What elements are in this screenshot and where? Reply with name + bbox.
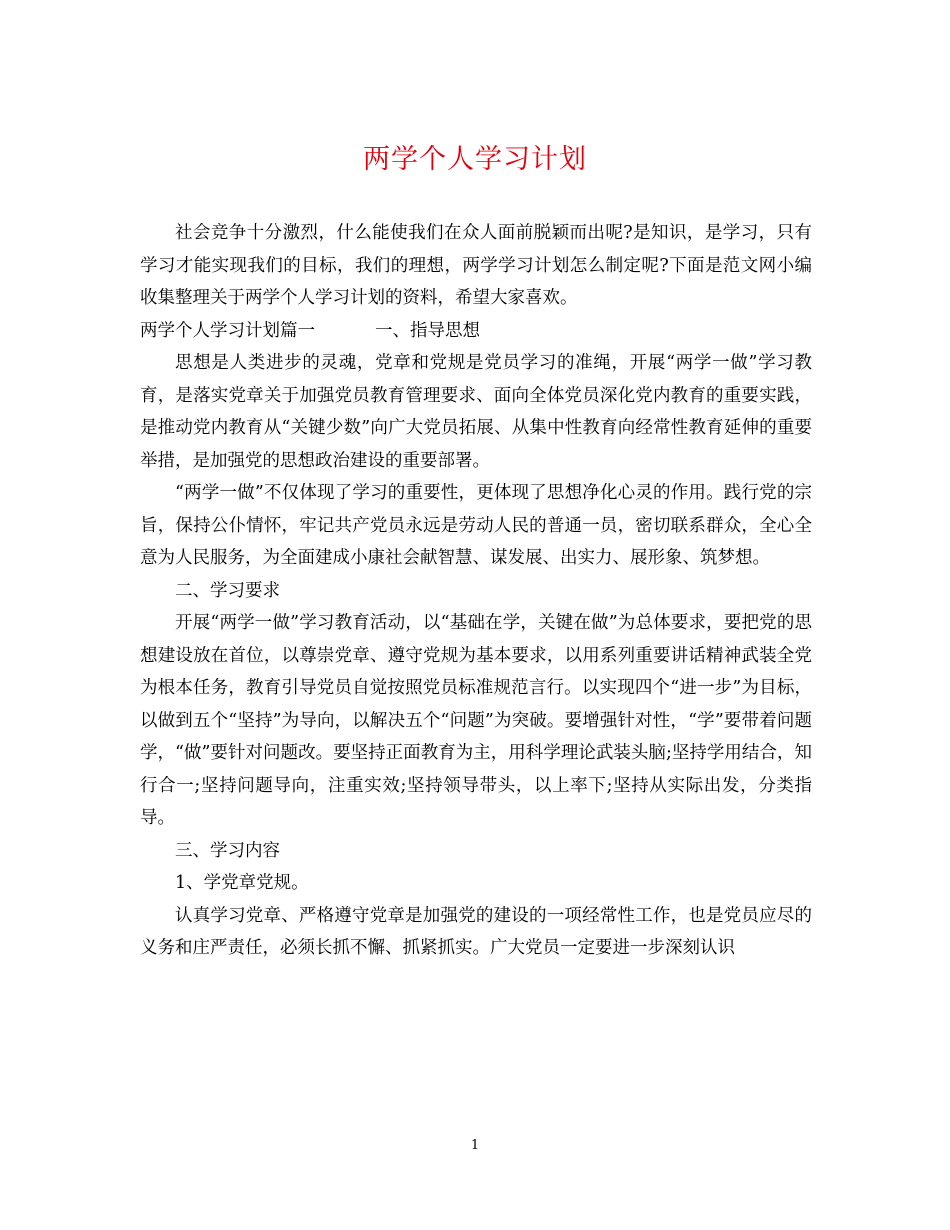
heading-guiding-ideology: 一、指导思想	[375, 320, 480, 341]
paragraph-study-requirements: 开展“两学一做”学习教育活动，以“基础在学，关键在做”为总体要求，要把党的思想建设放在首位，以尊崇党章、遵守党规为基本要求，以用系列重要讲话精神武装全党为根本任务，教育引导党员自觉按照党员标准规范言行。以实现四个“进一步”为目标，以做到五个“坚持”为导向，以解决五个“问题”为突破。要增强针对性，“学”要带着问题学，“做”要针对问题改。要坚持正面教育为主，用科学理论武装头脑;坚持学用结合，知行合一;坚持问题导向，注重实效;坚持领导带头，以上率下;坚持从实际出发，分类指导。	[140, 613, 812, 828]
heading-study-content: 三、学习内容	[175, 840, 280, 861]
subheading-party-constitution: 1、学党章党规。	[175, 873, 309, 893]
paragraph-guiding-ideology: 思想是人类进步的灵魂，党章和党规是党员学习的准绳，开展“两学一做”学习教育，是落实党章关于加强党员教育管理要求、面向全体党员深化党内教育的重要实践，是推动党内教育从“关键少数”向广大党员拓展、从集中性教育向经常性教育延伸的重要举措，是加强党的思想政治建设的重要部署。	[140, 353, 812, 471]
paragraph-two-studies: “两学一做”不仅体现了学习的重要性，更体现了思想净化心灵的作用。践行党的宗旨，保持公仆情怀，牢记共产党员永远是劳动人民的普通一员，密切联系群众，全心全意为人民服务，为全面建成小康社会献智慧、谋发展、出实力、展形象、筑梦想。	[140, 483, 812, 568]
paragraph-party-constitution: 认真学习党章、严格遵守党章是加强党的建设的一项经常性工作，也是党员应尽的义务和庄严责任，必须长抓不懈、抓紧抓实。广大党员一定要进一步深刻认识	[140, 905, 812, 958]
heading-study-requirements: 二、学习要求	[175, 580, 280, 601]
document-body	[140, 217, 812, 965]
page-number: 1	[470, 1138, 480, 1153]
section-label: 两学个人学习计划篇一	[140, 320, 315, 341]
page-title: 两学个人学习计划	[363, 144, 587, 175]
intro-paragraph: 社会竞争十分激烈，什么能使我们在众人面前脱颖而出呢?是知识，是学习，只有学习才能实现我们的目标，我们的理想，两学学习计划怎么制定呢?下面是范文网小编收集整理关于两学个人学习计划的资料，希望大家喜欢。	[140, 223, 812, 308]
section-line	[140, 315, 812, 348]
